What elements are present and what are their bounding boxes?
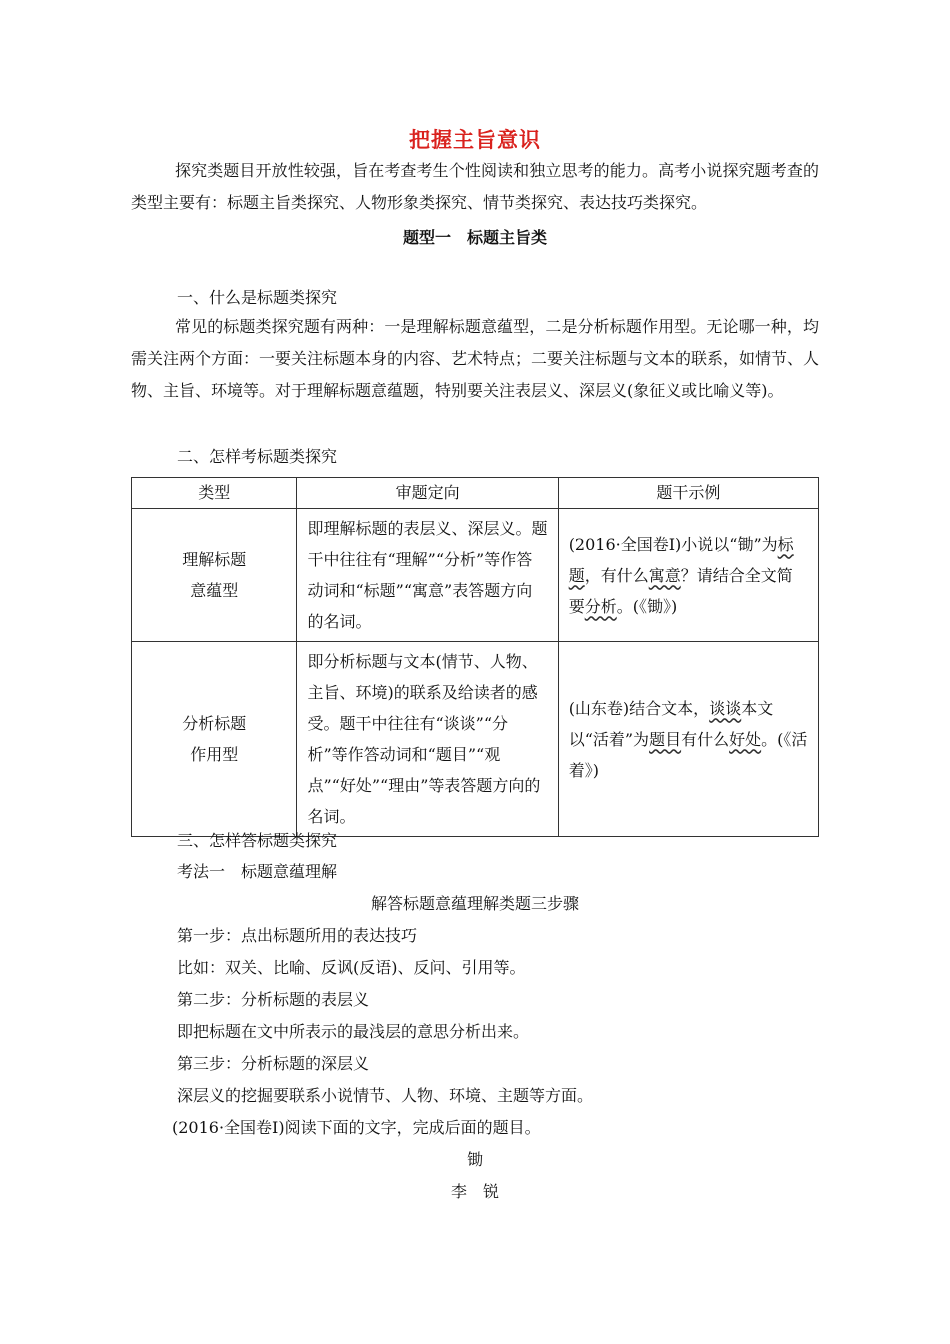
example-text: 。(《活着》) [568, 729, 808, 780]
part1-heading: 一、什么是标题类探究 [177, 288, 338, 307]
method-heading: 考法一 标题意蕴理解 [177, 862, 338, 881]
step2-heading: 第二步：分析标题的表层义 [177, 990, 370, 1009]
table-header-row [132, 478, 819, 509]
story-title: 锄 [466, 1150, 483, 1169]
part3-heading: 三、怎样答标题类探究 [177, 831, 338, 850]
reading-intro: (2016·全国卷Ⅰ)阅读下面的文字，完成后面的题目。 [172, 1118, 541, 1137]
example-text: 本文以“活着”为 [568, 698, 774, 749]
table-cell-type [132, 509, 297, 642]
table-cell-example [558, 642, 818, 837]
example-text: 。(《锄》) [616, 596, 678, 616]
step1-detail: 比如：双关、比喻、反讽(反语)、反问、引用等。 [177, 958, 526, 977]
example-keyword: 寓意 [648, 565, 681, 585]
type-line: 分析标题 [182, 714, 247, 733]
step3-heading: 第三步：分析标题的深层义 [177, 1054, 370, 1073]
example-text: 有什么 [681, 729, 730, 749]
steps-title: 解答标题意蕴理解类题三步骤 [370, 894, 579, 913]
example-keyword: 谈谈 [709, 698, 742, 718]
example-text: ，有什么 [584, 565, 649, 585]
example-keyword: 好处 [729, 729, 762, 749]
page-title: 把握主旨意识 [409, 128, 541, 152]
type-line: 作用型 [190, 745, 239, 764]
step3-detail: 深层义的挖掘要联系小说情节、人物、环境、主题等方面。 [177, 1086, 594, 1105]
intro-paragraph: 探究类题目开放性较强，旨在考查考生个性阅读和独立思考的能力。高考小说探究题考查的类型主要有：标题主旨类探究、人物形象类探究、情节类探究、表达技巧类探究。 [131, 161, 819, 212]
part1-body: 常见的标题类探究题有两种：一是理解标题意蕴型，二是分析标题作用型。无论哪一种，均需关注两个方面：一要关注标题本身的内容、艺术特点；二要关注标题与文本的联系，如情节、人物、主旨、环境等。对于理解标题意蕴题，特别要关注表层义、深层义(象征义或比喻义等)。 [131, 317, 820, 400]
section-type-heading: 题型一 标题主旨类 [402, 228, 547, 247]
part2-heading: 二、怎样考标题类探究 [177, 447, 338, 466]
example-text: (2016·全国卷Ⅰ)小说以“锄”为 [568, 534, 778, 554]
story-author: 李 锐 [450, 1182, 499, 1201]
example-keyword: 标题 [568, 534, 794, 585]
example-text: (山东卷)结合文本， [568, 698, 710, 718]
example-keyword: 题目 [649, 729, 682, 749]
table-header-direction: 审题定向 [297, 478, 558, 509]
type-line: 意蕴型 [190, 581, 239, 600]
question-type-table [131, 477, 819, 837]
step2-detail: 即把标题在文中所表示的最浅层的意思分析出来。 [177, 1022, 530, 1041]
example-keyword: 分析 [584, 596, 617, 616]
table-cell-example [558, 509, 818, 642]
table-cell-direction: 即理解标题的表层义、深层义。题干中往往有“理解”“分析”等作答动词和“标题”“寓意”表答题方向的名词。 [297, 509, 558, 642]
table-cell-direction: 即分析标题与文本(情节、人物、主旨、环境)的联系及给读者的感受。题干中往往有“谈谈”“分析”等作答动词和“题目”“观点”“好处”“理由”等表答题方向的名词。 [297, 642, 558, 837]
table-header-type: 类型 [132, 478, 297, 509]
table-cell-type [132, 642, 297, 837]
table-row [132, 642, 819, 837]
table-row [132, 509, 819, 642]
table-header-example: 题干示例 [558, 478, 818, 509]
type-line: 理解标题 [182, 550, 247, 569]
step1-heading: 第一步：点出标题所用的表达技巧 [177, 926, 418, 945]
example-text: ？请结合全文简要 [568, 565, 793, 616]
